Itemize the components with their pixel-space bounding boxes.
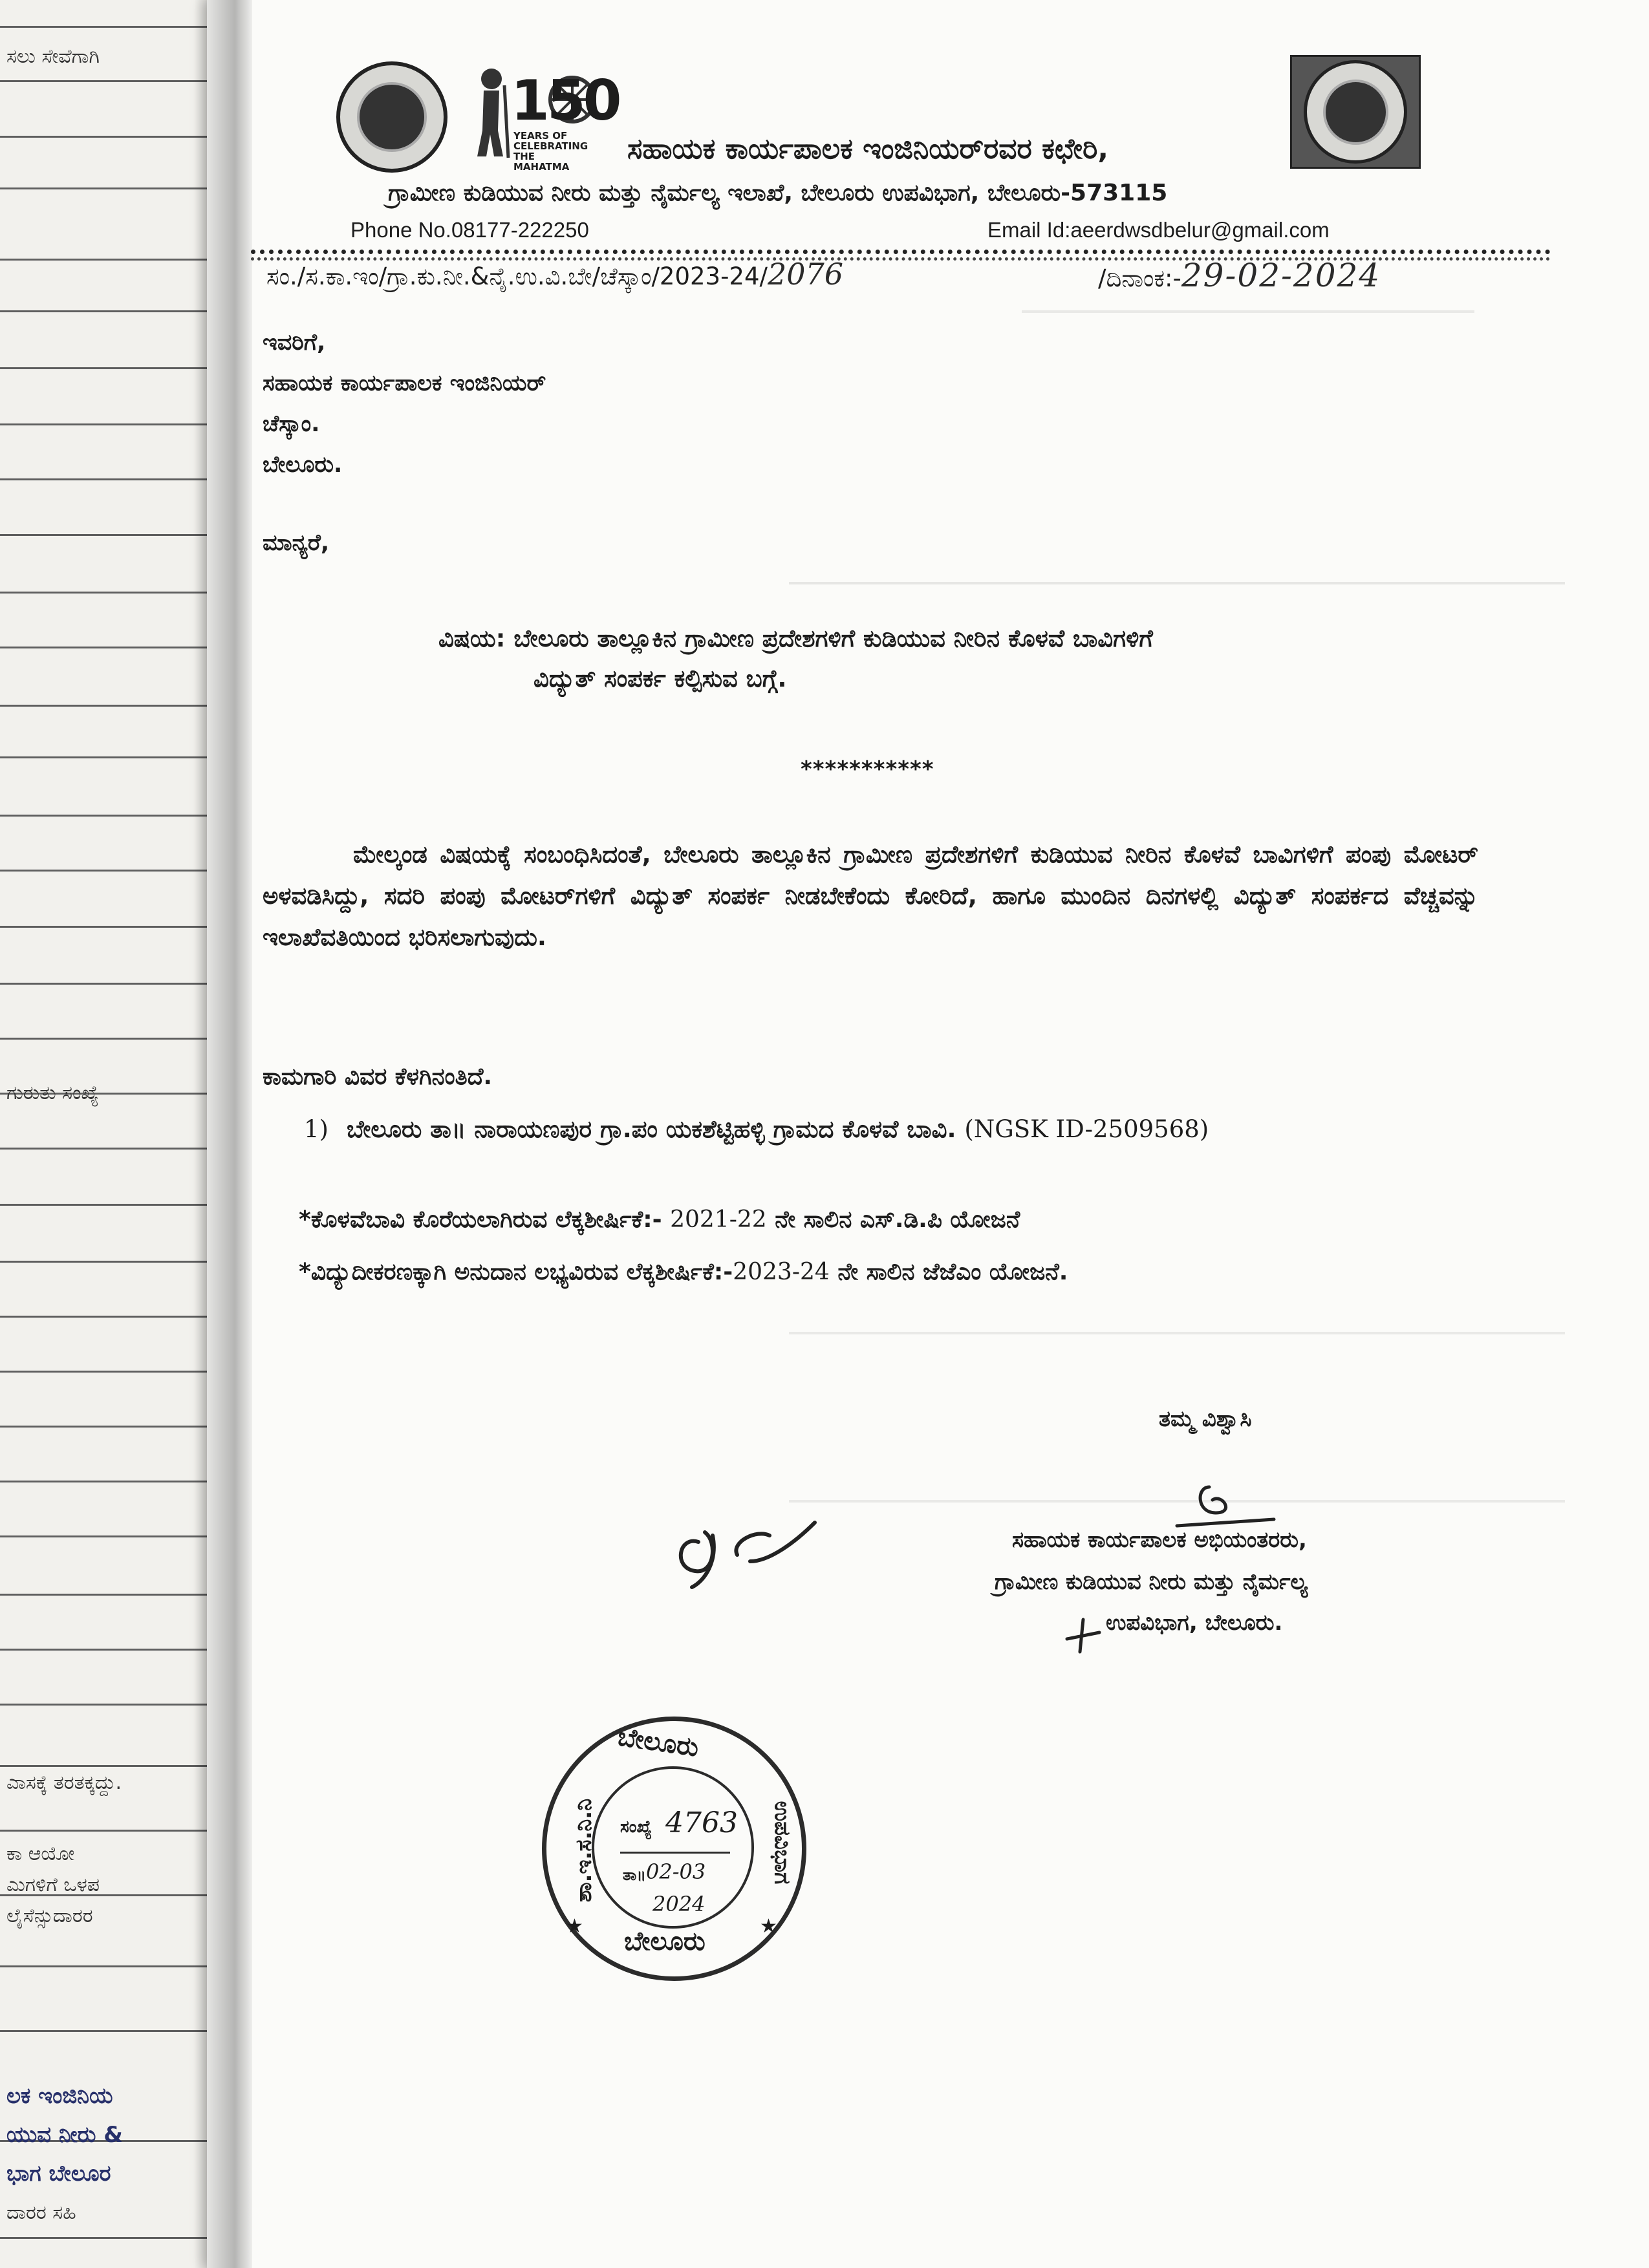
addressee-line-3: ಬೇಲೂರು. (263, 452, 343, 478)
register-fragment-7: ಲಕ ಇಂಜಿನಿಯ (6, 2083, 113, 2109)
work-item-number: 1) (304, 1115, 329, 1143)
handwritten-date: 29-02-2024 (1181, 257, 1381, 294)
karnataka-emblem-icon (336, 61, 447, 173)
stamp-top-text: ಬೇಲೂರು (616, 1722, 701, 1763)
register-fragment-5: ಎುಗಳಿಗೆ ಒಳಪ (6, 1874, 100, 1896)
note-year: 2023-24 (733, 1259, 830, 1285)
salutation: ಮಾನ್ಯರೆ, (263, 530, 330, 556)
stamp-year: 2024 (652, 1892, 706, 1916)
note-label: *ಕೊಳವೆಬಾವಿ ಕೊರೆಯಲಾಗಿರುವ ಲೆಕ್ಕಶೀರ್ಷಿಕೆ:- (299, 1206, 662, 1233)
register-fragment-8: ಯುವ ನೀರು & (6, 2122, 123, 2148)
celebration-caption: YEARS OF CELEBRATING THE MAHATMA (513, 130, 588, 173)
register-fragment-10: ದಾರರ ಸಹಿ (6, 2201, 76, 2224)
work-item-ngsk-id: (NGSK ID-2509568) (964, 1115, 1209, 1143)
star-icon: ★ (566, 1915, 583, 1938)
register-fragment-1: ಸಲು ಸೇವೆಗಾಗಿ (6, 45, 100, 68)
note-label: *ವಿದ್ಯುದೀಕರಣಕ್ಕಾಗಿ ಅನುದಾನ ಲಭ್ಯವಿರುವ ಲೆಕ್ಕಶೀರ್ಷಿಕೆ:- (299, 1259, 733, 1285)
works-heading: ಕಾಮಗಾರಿ ವಿವರ ಕೆಳಗಿನಂತಿದೆ. (263, 1064, 493, 1090)
addressee-line-2: ಚೆಸ್ಕಾಂ. (263, 411, 320, 437)
letter-date (1098, 257, 1381, 294)
register-fragment-9: ಭಾಗ ಬೇಲೂರ (6, 2161, 111, 2187)
addressee-line-1: ಸಹಾಯಕ ಕಾರ್ಯಪಾಲಕ ಇಂಜಿನಿಯರ್ (263, 370, 546, 396)
page-edge-shadow (194, 0, 252, 2268)
register-fragment-6: ಲೈಸೆನ್ಸುದಾರರ (6, 1905, 93, 1927)
gandhi-150-logo (466, 59, 620, 173)
stamp-number-label: ಸಂಖ್ಯೆ (620, 1817, 652, 1837)
handwritten-initials-signature (660, 1497, 828, 1594)
note-year: 2021-22 (670, 1206, 767, 1233)
separator-stars: *********** (801, 756, 934, 782)
subject-line-1: ವಿಷಯ: ಬೇಲೂರು ತಾಲ್ಲೂಕಿನ ಗ್ರಾಮೀಣ ಪ್ರದೇಶಗಳಿಗೆ ಕುಡಿಯುವ ನೀರಿನ ಕೊಳವೆ ಬಾವಿಗಳಿಗೆ (438, 625, 1153, 652)
reference-prefix: ಸಂ./ಸ.ಕಾ.ಇಂ/ಗ್ರಾ.ಕು.ನೀ.&ನೈ.ಉ.ವಿ.ಬೇ/ಚೆಸ್ಕಾಂ/2023-24/ (266, 262, 768, 290)
stamp-number: 4763 (665, 1806, 738, 1839)
signatory-subdivision: ಉಪವಿಭಾಗ, ಬೇಲೂರು. (1106, 1610, 1283, 1636)
subject-line-2: ವಿದ್ಯುತ್ ಸಂಪರ್ಕ ಕಲ್ಪಿಸುವ ಬಗ್ಗೆ. (534, 665, 787, 692)
reference-handwritten-number: 2076 (767, 257, 844, 292)
office-address: ಗ್ರಾಮೀಣ ಕುಡಿಯುವ ನೀರು ಮತ್ತು ನೈರ್ಮಲ್ಯ ಇಲಾಖೆ, ಬೇಲೂರು ಉಪವಿಭಾಗ, ಬೇಲೂರು-573115 (388, 180, 1168, 206)
stamp-date: 02-03 (646, 1859, 706, 1884)
signatory-department: ಗ್ರಾಮೀಣ ಕುಡಿಯುವ ನೀರು ಮತ್ತು ನೈರ್ಮಲ್ಯ (995, 1569, 1308, 1595)
department-seal-icon (1304, 60, 1407, 164)
department-logo (1290, 55, 1421, 169)
note-scheme: ನೇ ಸಾಲಿನ ಎಸ್.ಡಿ.ಪಿ ಯೋಜನೆ (775, 1206, 1020, 1233)
star-icon: ★ (760, 1915, 777, 1938)
note-scheme: ನೇ ಸಾಲಿನ ಜೆಜೆಎಂ ಯೋಜನೆ. (837, 1259, 1068, 1285)
signature-tick-mark (1061, 1613, 1112, 1658)
header-divider (251, 250, 1551, 254)
inward-stamp (542, 1717, 806, 1981)
date-label: /ದಿನಾಂಕ:- (1098, 264, 1181, 292)
register-fragment-4: ಕಾ ಆಯೋ (6, 1843, 75, 1865)
reference-number (266, 257, 843, 292)
addressee-to: ಇವರಿಗೆ, (263, 330, 326, 356)
work-item (304, 1115, 1209, 1144)
closing-yours-faithfully: ತಮ್ಮ ವಿಶ್ವಾಸಿ (1159, 1406, 1252, 1432)
email-address: Email Id:aeerdwsdbelur@gmail.com (987, 218, 1330, 242)
signatory-designation: ಸಹಾಯಕ ಕಾರ್ಯಪಾಲಕ ಅಭಿಯಂತರರು, (1012, 1527, 1307, 1553)
note-electrification-head (299, 1259, 1068, 1286)
body-paragraph: ಮೇಲ್ಕಂಡ ವಿಷಯಕ್ಕೆ ಸಂಬಂಧಿಸಿದಂತೆ, ಬೇಲೂರು ತಾಲ್ಲೂಕಿನ ಗ್ರಾಮೀಣ ಪ್ರದೇಶಗಳಿಗೆ ಕುಡಿಯುವ ನೀರಿನ ಕೊಳವೆ ಬಾವಿಗಳಿಗೆ ಪಂಪು ಮೋಟರ್ ಅಳವಡಿಸಿದ್ದು, ಸದರಿ ಪಂಪು ಮೋಟರ್‌ಗಳಿಗೆ ವಿದ್ಯುತ್ ಸಂಪರ್ಕ ನೀಡಬೇಕೆಂದು ಕೋರಿದೆ, ಹಾಗೂ ಮುಂದಿನ ದಿನಗಳಲ್ಲಿ ವಿದ್ಯುತ್ ಸಂಪರ್ಕದ ವೆಚ್ಚವನ್ನು ಇಲಾಖೆವತಿಯಿಂದ ಭರಿಸಲಾಗುವುದು. (263, 840, 1478, 951)
stamp-divider (620, 1852, 730, 1854)
register-fragment-2: ಗುರುತು ಸಂಖ್ಯೆ (6, 1082, 99, 1104)
note-borewell-head (299, 1206, 1020, 1234)
phone-number: Phone No.08177-222250 (350, 218, 589, 242)
celebration-number: 150 (511, 69, 620, 133)
stamp-bottom-text: ಬೇಲೂರು (624, 1927, 706, 1956)
letter-page (207, 0, 1649, 2268)
stamp-right-text: ಉಪವಿಭಾಗ (769, 1801, 795, 1885)
register-fragment-3: ಎಾಸಕ್ಕೆ ತರತಕ್ಕದ್ದು. (6, 1771, 122, 1794)
stamp-date-label: ತಾ॥ (623, 1866, 646, 1884)
stamp-left-text: ಶಾ.ಇ.ಸ.ನಿ.ನಿ (571, 1798, 598, 1903)
work-item-text: ಬೇಲೂರು ತಾ॥ ನಾರಾಯಣಪುರ ಗ್ರಾ.ಪಂ ಯಕಶೆಟ್ಟಿಹಳ್ಳಿ ಗ್ರಾಮದ ಕೊಳವೆ ಬಾವಿ. (346, 1115, 956, 1143)
office-title: ಸಹಾಯಕ ಕಾರ್ಯಪಾಲಕ ಇಂಜಿನಿಯರ್‌ರವರ ಕಛೇರಿ, (627, 133, 1109, 166)
stamp-inner-ring (592, 1766, 754, 1929)
